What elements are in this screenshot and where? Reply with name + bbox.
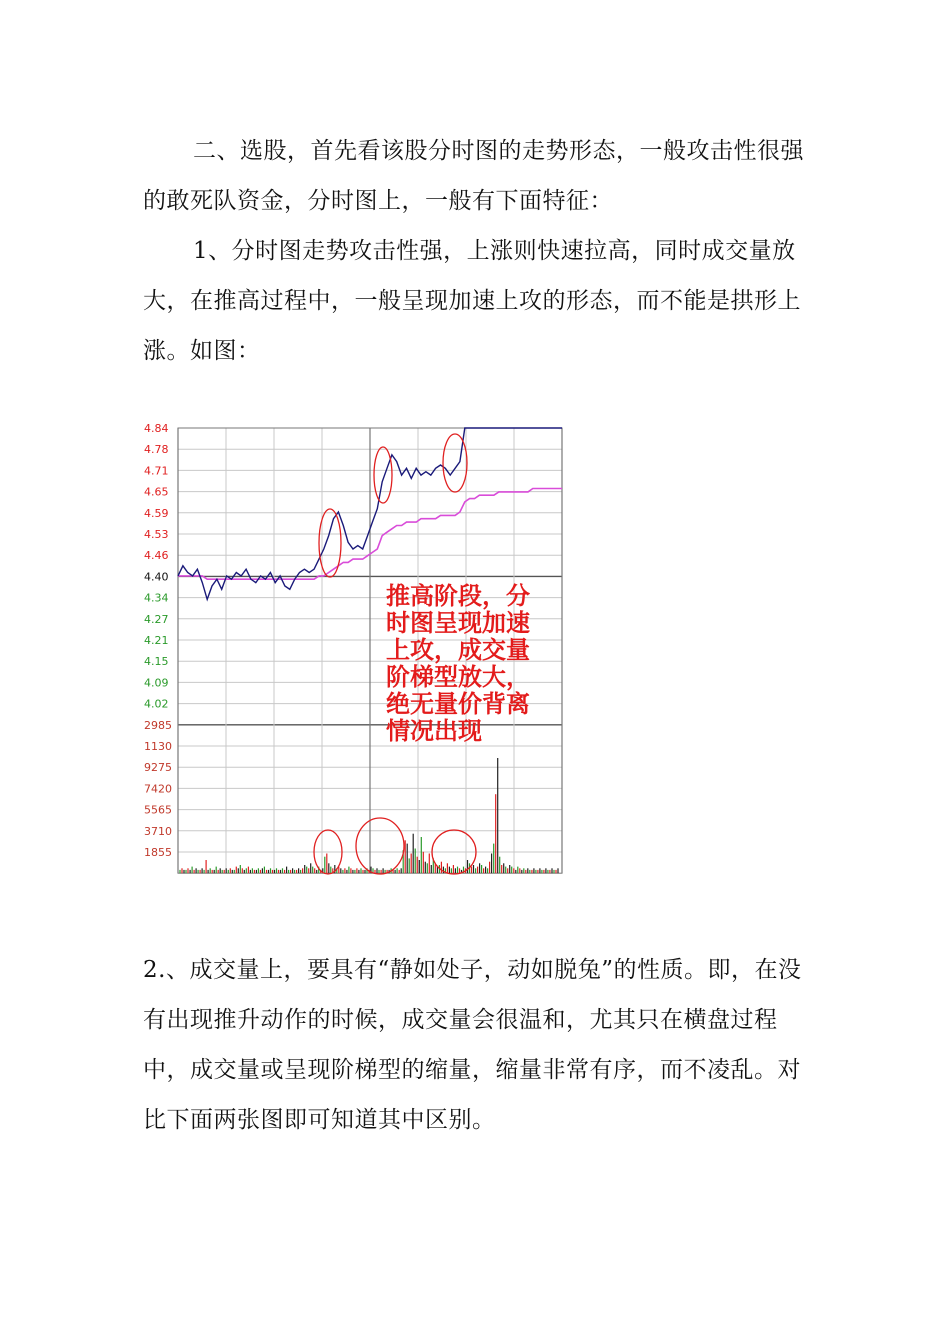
price-tick-label: 4.53 <box>144 528 169 541</box>
volume-tick-label: 5565 <box>144 803 172 817</box>
volume-tick-label: 1855 <box>144 846 172 859</box>
price-tick-label: 4.71 <box>144 464 169 478</box>
annotation-line: 情况出现 <box>386 717 482 745</box>
price-tick-label: 4.40 <box>144 570 169 584</box>
intraday-chart-svg <box>140 418 565 880</box>
paragraph-3: 2.、成交量上，要具有“静如处子，动如脱兔”的性质。即，在没有出现推升动作的时候，成交量会很温和，尤其只在横盘过程中，成交量或呈现阶梯型的缩量，缩量非常有序，而不凌乱。对比下面两张图即可知道其中区别。 <box>143 957 802 1133</box>
highlight-circle <box>356 818 404 874</box>
highlight-circle <box>443 434 467 492</box>
price-tick-label: 4.78 <box>144 443 169 457</box>
volume-tick-label: 2985 <box>144 718 172 732</box>
annotation-line: 阶梯型放大， <box>386 663 530 691</box>
annotation-line: 绝无量价背离 <box>386 690 530 718</box>
price-tick-label: 4.59 <box>144 506 169 520</box>
annotation-line: 时图呈现加速 <box>386 609 530 637</box>
volume-tick-label: 3710 <box>144 824 172 838</box>
highlight-circle <box>374 447 392 503</box>
price-tick-label: 4.46 <box>144 549 169 563</box>
volume-tick-label: 9275 <box>144 761 172 775</box>
volume-tick-label: 7420 <box>144 782 172 796</box>
price-tick-label: 4.65 <box>144 485 169 499</box>
price-tick-label: 4.27 <box>144 612 169 626</box>
price-tick-label: 4.15 <box>144 655 169 669</box>
annotation-line: 推高阶段，分 <box>386 582 530 610</box>
price-tick-label: 4.02 <box>144 697 169 711</box>
price-tick-label: 4.34 <box>144 591 169 605</box>
price-tick-label: 4.84 <box>144 422 169 435</box>
paragraph-1: 二、选股，首先看该股分时图的走势形态，一般攻击性很强的敢死队资金，分时图上，一般有下面特征： <box>143 138 804 214</box>
volume-tick-label: 1130 <box>144 740 172 753</box>
paragraph-2: 1、分时图走势攻击性强，上涨则快速拉高，同时成交量放大，在推高过程中，一般呈现加速上攻的形态，而不能是拱形上涨。如图： <box>143 238 801 364</box>
annotation-line: 上攻，成交量 <box>386 636 530 664</box>
price-tick-label: 4.09 <box>144 676 169 690</box>
intraday-chart <box>140 418 565 880</box>
price-tick-label: 4.21 <box>144 634 169 647</box>
